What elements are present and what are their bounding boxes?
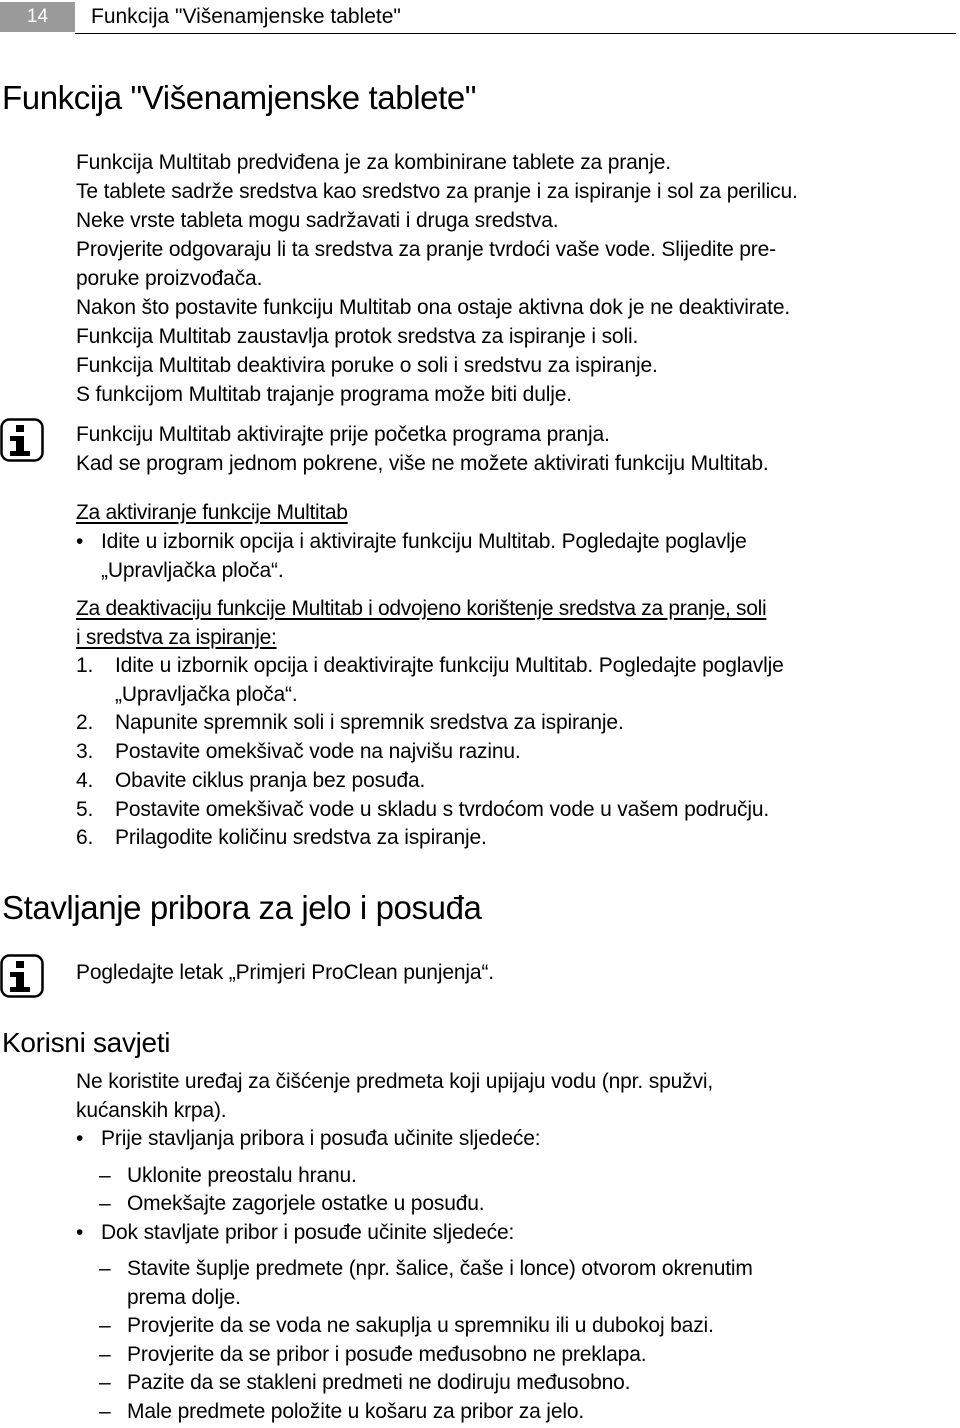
dash-marker: – <box>99 1371 111 1394</box>
text-line: Provjerite da se voda ne sakuplja u spremniku ili u dubokoj bazi. <box>127 1314 714 1337</box>
text-line: Napunite spremnik soli i spremnik sredstva za ispiranje. <box>115 711 624 734</box>
text-line: S funkcijom Multitab trajanje programa može biti dulje. <box>76 383 572 406</box>
dash-marker: – <box>99 1257 111 1280</box>
text-line: Funkciju Multitab aktivirajte prije početka programa pranja. <box>76 423 610 446</box>
text-line: Omekšajte zagorjele ostatke u posuđu. <box>127 1192 485 1215</box>
page-header <box>0 0 960 40</box>
text-line: Funkcija Multitab predviđena je za kombinirane tablete za pranje. <box>76 151 671 174</box>
text-line: Te tablete sadrže sredstva kao sredstvo za pranje i za ispiranje i sol za perilicu. <box>76 180 798 203</box>
text-line: Uklonite preostalu hranu. <box>127 1164 357 1187</box>
section-title-tips: Korisni savjeti <box>2 1027 171 1058</box>
step-number: 4. <box>76 769 94 792</box>
text-line: Provjerite da se pribor i posuđe međusobno ne preklapa. <box>127 1343 647 1366</box>
dash-marker: – <box>99 1164 111 1187</box>
dash-marker: – <box>99 1343 111 1366</box>
info-icon <box>0 418 44 462</box>
dash-marker: – <box>99 1314 111 1337</box>
text-line: Prije stavljanja pribora i posuđa učinite sljedeće: <box>101 1127 541 1150</box>
text-line: Kad se program jednom pokrene, više ne možete aktivirati funkciju Multitab. <box>76 452 769 475</box>
info-icon <box>0 954 44 998</box>
step-number: 2. <box>76 711 94 734</box>
bullet-marker: • <box>76 1127 84 1150</box>
step-number: 1. <box>76 654 94 677</box>
step-number: 6. <box>76 826 94 849</box>
text-line: Ne koristite uređaj za čišćenje predmeta koji upijaju vodu (npr. spužvi, <box>76 1070 714 1093</box>
text-line: Idite u izbornik opcija i deaktivirajte funkciju Multitab. Pogledajte poglavlje <box>115 654 784 677</box>
text-line: Pazite da se stakleni predmeti ne dodiruju međusobno. <box>127 1371 631 1394</box>
dash-marker: – <box>99 1192 111 1215</box>
text-line: „Upravljačka ploča“. <box>101 559 284 582</box>
text-line: Idite u izbornik opcija i aktivirajte funkciju Multitab. Pogledajte poglavlje <box>101 530 747 553</box>
deactivate-heading: Za deaktivaciju funkcije Multitab i odvojeno korištenje sredstva za pranje, soli i sredstva za ispiranje: <box>76 597 767 649</box>
dash-marker: – <box>99 1400 111 1423</box>
bullet-marker: • <box>76 530 84 553</box>
text-line: Provjerite odgovaraju li ta sredstva za pranje tvrdoći vaše vode. Slijedite pre- <box>76 238 777 261</box>
text-line: Stavite šuplje predmete (npr. šalice, čaše i lonce) otvorom okrenutim <box>127 1257 753 1280</box>
text-line: poruke proizvođača. <box>76 267 263 290</box>
text-line: Pogledajte letak „Primjeri ProClean punjenja“. <box>76 961 494 984</box>
running-header-title: Funkcija "Višenamjenske tablete" <box>91 5 401 28</box>
text-line: Male predmete položite u košaru za pribor za jelo. <box>127 1400 585 1423</box>
header-divider <box>75 33 956 34</box>
text-line: Postavite omekšivač vode u skladu s tvrdoćom vode u vašem području. <box>115 798 770 821</box>
text-line: Obavite ciklus pranja bez posuđa. <box>115 769 426 792</box>
text-line: kućanskih krpa). <box>76 1099 227 1122</box>
text-line: prema dolje. <box>127 1286 241 1309</box>
text-line: „Upravljačka ploča“. <box>115 683 298 706</box>
tips-intro <box>76 1067 960 1125</box>
multitab-info-note <box>76 420 960 478</box>
text-line: Dok stavljate pribor i posuđe učinite sljedeće: <box>101 1221 515 1244</box>
page-number: 14 <box>0 2 75 32</box>
text-line: Nakon što postavite funkciju Multitab ona ostaje aktivna dok je ne deaktivirate. <box>76 296 791 319</box>
step-number: 5. <box>76 798 94 821</box>
bullet-marker: • <box>76 1221 84 1244</box>
section-title-loading: Stavljanje pribora za jelo i posuđa <box>2 889 482 926</box>
multitab-intro <box>76 148 960 409</box>
section-title-multitab: Funkcija "Višenamjenske tablete" <box>2 79 477 116</box>
activate-heading: Za aktiviranje funkcije Multitab <box>76 501 348 524</box>
loading-info-note <box>76 958 960 987</box>
text-line: Funkcija Multitab deaktivira poruke o soli i sredstvu za ispiranje. <box>76 354 658 377</box>
text-line: Prilagodite količinu sredstva za ispiranje. <box>115 826 487 849</box>
step-number: 3. <box>76 740 94 763</box>
text-line: Postavite omekšivač vode na najvišu razinu. <box>115 740 521 763</box>
text-line: Funkcija Multitab zaustavlja protok sredstva za ispiranje i soli. <box>76 325 639 348</box>
text-line: Neke vrste tableta mogu sadržavati i druga sredstva. <box>76 209 559 232</box>
